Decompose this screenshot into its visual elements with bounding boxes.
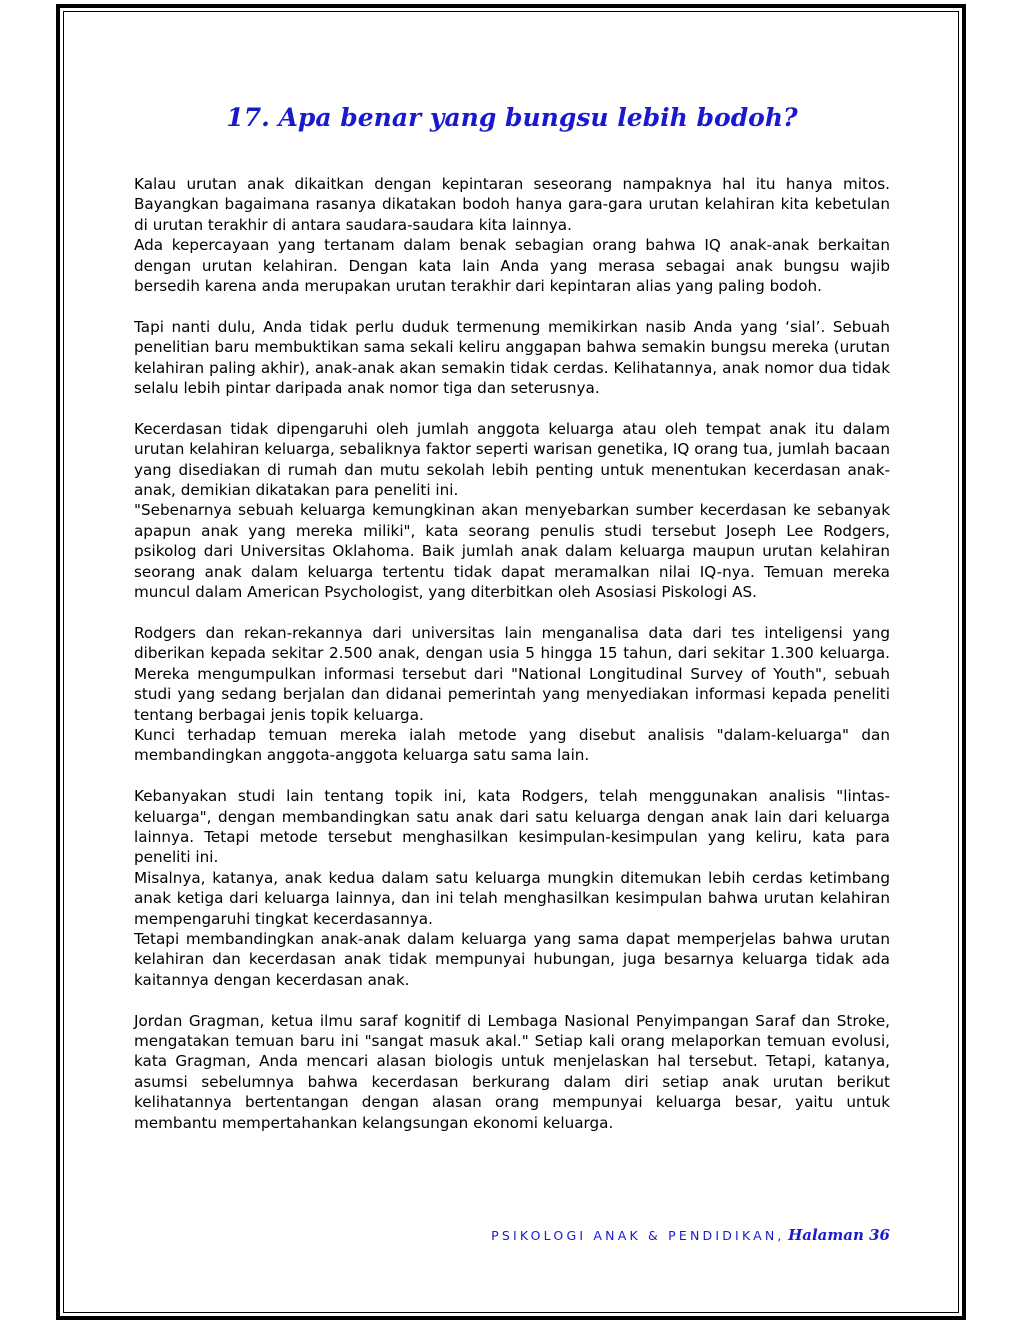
paragraph: Ada kepercayaan yang tertanam dalam benak sebagian orang bahwa IQ anak-anak berkaitan dengan urutan kelahiran. Dengan kata lain Anda yang merasa sebagai anak bungsu wajib bersedih karena anda merupakan urutan terakhir dari kepintaran alias yang paling bodoh. [134,236,890,296]
paragraph: Tapi nanti dulu, Anda tidak perlu duduk termenung memikirkan nasib Anda yang ‘sial’. Sebuah penelitian baru membuktikan sama sekali keliru anggapan bahwa semakin bungsu mereka (urutan kelahiran paling akhir), anak-anak akan semakin tidak cerdas. Kelihatannya, anak nomor dua tidak selalu lebih pintar daripada anak nomor tiga dan seterusnya. [134,317,890,398]
paragraph: Rodgers dan rekan-rekannya dari universitas lain menganalisa data dari tes inteligensi yang diberikan kepada sekitar 2.500 anak, dengan usia 5 hingga 15 tahun, dari sekitar 1.300 keluarga. Mereka mengumpulkan informasi tersebut dari "National Longitudinal Survey of Youth", sebuah studi yang sedang berjalan dan didanai pemerintah yang menyediakan informasi kepada peneliti tentang berbagai jenis topik keluarga. [134,623,890,724]
footer-page-number: Halaman 36 [788,1226,890,1244]
paragraph: Kunci terhadap temuan mereka ialah metode yang disebut analisis "dalam-keluarga" dan membandingkan anggota-anggota keluarga satu sama lain. [134,725,890,765]
paragraph: Misalnya, katanya, anak kedua dalam satu keluarga mungkin ditemukan lebih cerdas ketimbang anak ketiga dari keluarga lainnya, dan ini telah menghasilkan kesimpulan bahwa urutan kelahiran mempengaruhi tingkat kecerdasannya. [134,868,890,928]
page-title: 17. Apa benar yang bungsu lebih bodoh? [226,103,798,132]
footer-running-head: PSIKOLOGI ANAK & PENDIDIKAN, [491,1228,785,1243]
paragraph: "Sebenarnya sebuah keluarga kemungkinan akan menyebarkan sumber kecerdasan ke sebanyak apapun anak yang mereka miliki", kata seorang penulis studi tersebut Joseph Lee Rodgers, psikolog dari Universitas Oklahoma. Baik jumlah anak dalam keluarga maupun urutan kelahiran seorang anak dalam keluarga tertentu tidak dapat meramalkan nilai IQ-nya. Temuan mereka muncul dalam American Psychologist, yang diterbitkan oleh Asosiasi Piskologi AS. [134,501,890,602]
paragraph: Kebanyakan studi lain tentang topik ini, kata Rodgers, telah menggunakan analisis "lintas-keluarga", dengan membandingkan satu anak dari satu keluarga dengan anak lain dari keluarga lainnya. Tetapi metode tersebut menghasilkan kesimpulan-kesimpulan yang keliru, kata para peneliti ini. [134,787,890,867]
page-footer [491,1226,890,1246]
article-body [134,174,890,1133]
paragraph: Tetapi membandingkan anak-anak dalam keluarga yang sama dapat memperjelas bahwa urutan kelahiran dan kecerdasan anak tidak mempunyai hubungan, juga besarnya keluarga tidak ada kaitannya dengan kecerdasan anak. [134,929,890,989]
paragraph: Kecerdasan tidak dipengaruhi oleh jumlah anggota keluarga atau oleh tempat anak itu dalam urutan kelahiran keluarga, sebaliknya faktor seperti warisan genetika, IQ orang tua, jumlah bacaan yang disediakan di rumah dan mutu sekolah lebih penting untuk menentukan kecerdasan anak-anak, demikian dikatakan para peneliti ini. [134,419,890,500]
paragraph: Kalau urutan anak dikaitkan dengan kepintaran seseorang nampaknya hal itu hanya mitos. Bayangkan bagaimana rasanya dikatakan bodoh hanya gara-gara urutan kelahiran kita kebetulan di urutan terakhir di antara saudara-saudara kita lainnya. [134,175,890,234]
paragraph: Jordan Gragman, ketua ilmu saraf kognitif di Lembaga Nasional Penyimpangan Saraf dan Stroke, mengatakan temuan baru ini "sangat masuk akal." Setiap kali orang melaporkan temuan evolusi, kata Gragman, Anda mencari alasan biologis untuk menjelaskan hal tersebut. Tetapi, katanya, asumsi sebelumnya bahwa kecerdasan berkurang dalam diri setiap anak urutan berikut kelihatannya bertentangan dengan alasan orang mempunyai keluarga besar, yaitu untuk membantu mempertahankan kelangsungan ekonomi keluarga. [134,1011,890,1132]
